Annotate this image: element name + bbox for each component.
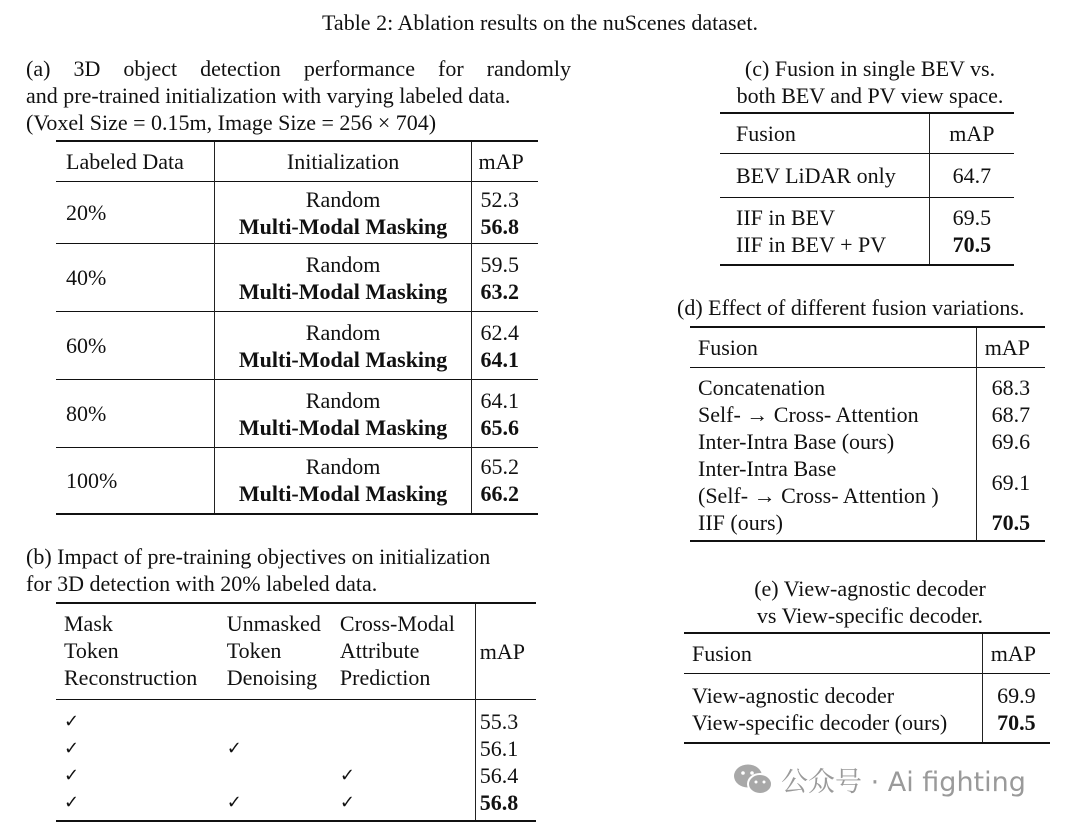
caption-b: (b) Impact of pre-training objectives on initialization for 3D detection with 20% labeled data. [26,544,491,596]
labeled-data-cell: 80% [66,401,107,426]
header-fusion: Fusion [736,121,796,146]
table-row [56,182,538,244]
map-cell: 70.5 [976,509,1045,541]
init-cell: Random Multi-Modal Masking [214,244,472,312]
map-cell: 64.7 [929,154,1014,198]
check-icon: ✓ [64,738,80,759]
check-icon: ✓ [338,762,475,789]
fusion-cell: Self- → Cross- Attention [698,402,919,427]
fusion-cell: View-agnostic decoder [692,683,895,708]
header-map: mAP [472,141,538,182]
table-row [56,789,536,821]
map-cell: 56.4 [479,763,519,788]
header-map: mAP [982,633,1050,674]
check-icon: ✓ [226,792,242,813]
header-cross-modal: Cross-Modal Attribute Prediction [338,603,475,700]
labeled-data-cell: 100% [66,467,118,493]
map-cell: 56.1 [479,736,519,761]
table-row [56,312,538,380]
table-header [684,633,1050,674]
table-header [56,141,538,182]
map-cell: 68.7 [976,401,1045,428]
header-map: mAP [479,639,525,664]
check-icon: ✓ [338,789,475,821]
table-header [690,327,1045,368]
fusion-cell: Inter-Intra Base (Self- → Cross- Attention ) [698,456,939,508]
table-row [720,154,1014,198]
table-row [56,762,536,789]
caption-c: (c) Fusion in single BEV vs. both BEV and PV view space. [736,56,1004,108]
table-row [684,674,1050,710]
init-cell: Random Multi-Modal Masking [214,182,472,244]
map-cell: 56.8 [479,790,519,815]
header-unmasked-token: Unmasked Token Denoising [226,611,321,690]
table-row [690,401,1045,428]
header-labeled-data: Labeled Data [66,149,184,174]
map-cell: 69.9 [982,674,1050,710]
table-row [56,700,536,736]
check-icon [225,762,338,789]
table-row [690,455,1045,509]
table-row [684,709,1050,743]
watermark-text: 公众号 · Ai fighting [781,767,1026,798]
init-cell: Random Multi-Modal Masking [214,448,472,514]
table-row [720,198,1014,266]
check-icon: ✓ [64,711,80,732]
fusion-cell: Concatenation [698,375,826,400]
table-title: Table 2: Ablation results on the nuScenes dataset. [322,10,758,35]
header-map: mAP [929,113,1014,154]
table-row [56,244,538,312]
map-cell: 52.3 56.8 [472,182,538,244]
fusion-cell: IIF (ours) [698,510,783,535]
table-row [690,509,1045,541]
fusion-cell: View-specific decoder (ours) [692,710,948,735]
table-header [720,113,1014,154]
init-cell: Random Multi-Modal Masking [214,380,472,448]
labeled-data-cell: 60% [66,333,107,358]
table-a [56,140,538,515]
header-initialization: Initialization [214,141,472,182]
table-row [690,428,1045,455]
map-cell: 64.1 65.6 [472,380,538,448]
fusion-cell: BEV LiDAR only [736,163,896,188]
table-d [690,326,1045,542]
check-icon: ✓ [64,765,80,786]
header-fusion: Fusion [692,641,752,666]
map-cell: 69.1 [976,455,1045,509]
table-row [56,735,536,762]
table-row [56,448,538,514]
table-row [690,368,1045,402]
table-header [56,603,536,700]
watermark [733,760,1026,799]
init-cell: Random Multi-Modal Masking [214,312,472,380]
caption-e: (e) View-agnostic decoder vs View-specific decoder. [754,576,986,628]
map-cell: 68.3 [976,368,1045,402]
wechat-icon [733,763,773,797]
check-icon: ✓ [64,792,80,813]
map-cell: 55.3 [479,709,519,734]
map-cell: 59.5 63.2 [472,244,538,312]
check-icon [225,700,338,736]
table-b [56,602,536,822]
labeled-data-cell: 40% [66,265,107,290]
header-fusion: Fusion [698,335,758,360]
check-icon: ✓ [226,738,242,759]
header-map: mAP [976,327,1045,368]
map-cell: 69.6 [976,428,1045,455]
fusion-cell: IIF in BEV IIF in BEV + PV [736,205,887,257]
fusion-cell: Inter-Intra Base (ours) [698,429,895,454]
table-c [720,112,1014,266]
table-row [56,380,538,448]
check-icon [338,735,475,762]
map-cell: 70.5 [982,709,1050,743]
check-icon [338,700,475,736]
caption-d: (d) Effect of different fusion variations. [677,295,1025,320]
map-cell: 69.5 70.5 [929,198,1014,266]
map-cell: 65.2 66.2 [472,448,538,514]
caption-a: (a) 3D object detection performance for randomly and pre-trained initialization with varying labeled data. (Voxel Size = 0.15m, Image Size = 256 × 704) [26,56,571,135]
labeled-data-cell: 20% [66,200,107,225]
map-cell: 62.4 64.1 [472,312,538,380]
table-e [684,632,1050,744]
header-mask-token: Mask Token Reconstruction [64,611,198,690]
